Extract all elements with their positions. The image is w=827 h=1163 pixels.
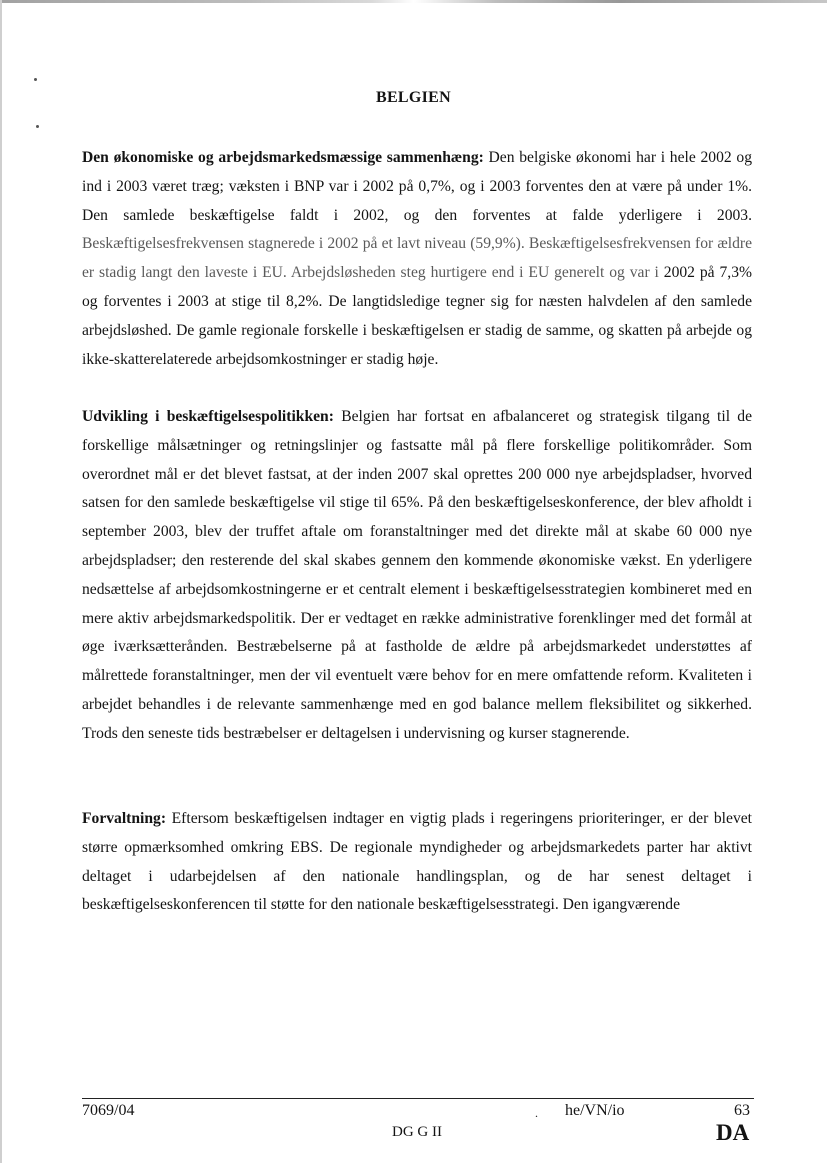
- paragraph-governance: [82, 805, 752, 920]
- scan-speck: [36, 125, 39, 128]
- paragraph-text: Eftersom beskæftigelsen indtager en vigtig plads i regeringens prioriteringer, er der blevet større opmærksomhed omkring EBS. De regionale myndigheder og arbejdsmarkedets parter har aktivt deltaget i udarbejdelsen af den nationale handlingsplan, og de har senest deltaget i beskæftigelseskonferencen til støtte for den nationale beskæftigelsesstrategi. Den igangværende: [82, 810, 752, 914]
- paragraph-lead: Den økonomiske og arbejdsmarkedsmæssige sammenhæng:: [82, 149, 484, 166]
- footer-initials: he/VN/io: [565, 1102, 625, 1119]
- scan-speck: [34, 78, 37, 81]
- footer-doc-number: 7069/04: [82, 1102, 135, 1119]
- footer-divider: [82, 1098, 754, 1099]
- scan-edge-top: [0, 0, 827, 3]
- footer-dg: DG G II: [392, 1124, 442, 1140]
- scan-edge-left: [0, 0, 2, 1163]
- footer-dot: .: [535, 1106, 538, 1120]
- paragraph-lead: Udvikling i beskæftigelsespolitikken:: [82, 408, 334, 425]
- paragraph-lead: Forvaltning:: [82, 810, 167, 827]
- footer-language-code: DA: [716, 1120, 750, 1145]
- paragraph-text: Den belgiske økonomi har i hele 2002 og ind i 2003 været træg; væksten i BNP var i 2002 på 0,7%, og i 2003 forventes den at være på under 1%. Den samlede beskæftigelse faldt i 2002, og den forventes at falde yderligere i 2003.: [82, 149, 752, 224]
- paragraph-text-faded: Beskæftigelsesfrekvensen stagnerede i 2002 på et lavt niveau (59,9%). Beskæftigelsesfrekvensen for ældre er stadig langt den laveste i EU. Arbejdsløsheden steg hurtigere end i EU generelt og var i: [82, 235, 752, 282]
- paragraph-economic-context: [82, 144, 752, 374]
- page-title: BELGIEN: [375, 89, 451, 106]
- paragraph-employment-policy: [82, 403, 752, 749]
- footer-page-number: 63: [734, 1102, 750, 1119]
- paragraph-text: 2002 på 7,3% og forventes i 2003 at stige til 8,2%. De langtidsledige tegner sig for næsten halvdelen af den samlede arbejdsløshed. De gamle regionale forskelle i beskæftigelsen er stadig de samme, og skatten på arbejde og ikke-skatterelaterede arbejdsomkostninger er stadig høje.: [82, 264, 752, 368]
- paragraph-text: Belgien har fortsat en afbalanceret og strategisk tilgang til de forskellige målsætninger og retningslinjer og fastsatte mål på flere forskellige politikområder. Som overordnet mål er det blevet fastsat, at der inden 2007 skal oprettes 200 000 nye arbejdspladser, hvorved satsen for den samlede beskæftigelse vil stige til 65%. På den beskæftigelseskonference, der blev afholdt i september 2003, blev der truffet aftale om foranstaltninger med det direkte mål at skabe 60 000 nye arbejdspladser; den resterende del skal skabes gennem den kommende økonomiske vækst. En yderligere nedsættelse af arbejdsomkostningerne er et centralt element i beskæftigelsesstrategien kombineret med en mere aktiv arbejdsmarkedspolitik. Der er vedtaget en række administrative forenklinger med det formål at øge iværksætterånden. Bestræbelserne på at fastholde de ældre på arbejdsmarkedet understøttes af målrettede foranstaltninger, men der vil eventuelt være behov for en mere omfattende reform. Kvaliteten i arbejdet behandles i de relevante sammenhænge med en god balance mellem fleksibilitet og sikkerhed. Trods den seneste tids bestræbelser er deltagelsen i undervisning og kurser stagnerende.: [82, 408, 752, 742]
